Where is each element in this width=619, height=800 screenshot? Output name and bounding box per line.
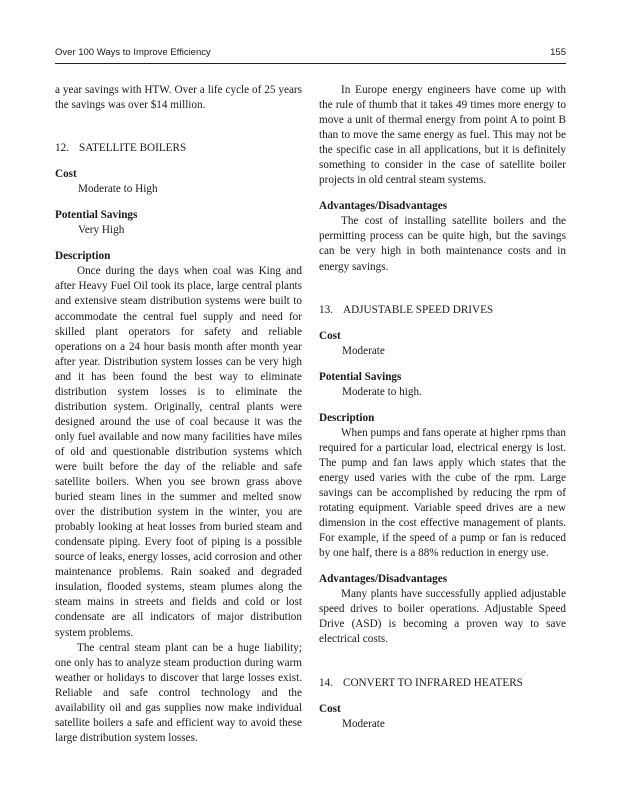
cost-value: Moderate: [342, 344, 385, 357]
potential-savings-value: Moderate to high.: [342, 385, 422, 398]
left-column: [55, 83, 302, 746]
advantages-label: Advantages/Disadvantages: [319, 200, 448, 213]
cost-value: Moderate: [342, 717, 385, 730]
section-title: CONVERT TO INFRARED HEATERS: [343, 676, 523, 689]
potential-savings-value: Very High: [78, 224, 125, 237]
section-12-heading: [55, 141, 302, 156]
cost-value: Moderate to High: [78, 183, 158, 196]
advantages-label: Advantages/Disadvantages: [319, 573, 448, 586]
cost-label: Cost: [319, 329, 341, 342]
section-number: 14.: [319, 676, 333, 689]
potential-savings-label: Potential Savings: [55, 209, 138, 222]
cost-label: Cost: [55, 168, 77, 181]
section-13-heading: [319, 303, 566, 318]
section-number: 13.: [319, 303, 333, 316]
intro-paragraph: a year savings with HTW. Over a life cycle of 25 years the savings was over $14 million.: [55, 84, 302, 112]
cost-label: Cost: [319, 702, 341, 715]
page-number: 155: [550, 47, 566, 58]
header-rule: [55, 63, 566, 64]
description-label: Description: [319, 411, 375, 424]
running-title: Over 100 Ways to Improve Efficiency: [55, 47, 211, 58]
section-title: ADJUSTABLE SPEED DRIVES: [343, 303, 494, 316]
right-column: [319, 83, 566, 732]
section-title: SATELLITE BOILERS: [79, 142, 187, 155]
section-14-heading: [319, 676, 566, 691]
description-label: Description: [55, 250, 111, 263]
advantages-paragraph: Many plants have successfully applied adjustable speed drives to boiler operations. Adjustable Speed Drive (ASD) is becoming a proven way to save electrical costs.: [319, 588, 566, 646]
description-paragraph-1: Once during the days when coal was King and after Heavy Fuel Oil took its place, large central plants and extensive steam distribution systems were built to accommodate the central fuel supply and need for skilled plant operators for safety and reliable operations on a 24 hour basis month after month year after year. Distribution system losses can be very high and it has been found the best way to eliminate distribution system losses is to eliminate the distribution system. Originally, central plants were designed around the use of coal because it was the only fuel available and now many facilities have miles of old and questionable distribution systems which were built before the day of the reliable and safe satellite boilers. When you see brown grass above buried steam lines in the summer and melted snow over the distribution system in the winter, you are probably looking at heat losses from buried steam and condensate piping. Every foot of piping is a possible source of leaks, energy losses, acid corrosion and other maintenance problems. Rain soaked and degraded insulation, flooded systems, steam plumes along the steam mains in streets and fields and cold or lost condensate are all indicators of major distribution system problems.: [55, 265, 302, 639]
section-number: 12.: [55, 142, 69, 155]
continuation-paragraph: In Europe energy engineers have come up with the rule of thumb that it takes 49 times more energy to move a unit of thermal energy from point A to point B than to move the same energy as fuel. This may not be the specific case in all applications, but it is definitely something to consider in the case of satellite boiler projects in old central steam systems.: [319, 84, 566, 187]
description-paragraph: When pumps and fans operate at higher rpms than required for a particular load, electrical energy is lost. The pump and fan laws apply which states that the energy used varies with the cube of the rpm. Large savings can be accomplished by reducing the rpm of rotating equipment. Variable speed drives are a new dimension in the cost effective management of plants. For example, if the speed of a pump or fan is reduced by one half, there is a 88% reduction in energy use.: [319, 426, 566, 560]
advantages-paragraph: The cost of installing satellite boilers and the permitting process can be quite high, but the savings can be very high in both maintenance costs and in energy savings.: [319, 215, 566, 273]
description-paragraph-2: The central steam plant can be a huge liability; one only has to analyze steam production during warm weather or holidays to discover that large losses exist. Reliable and safe control technology and the availability oil and gas supplies now make individual satellite boilers a safe and efficient way to avoid these large distribution system losses.: [55, 641, 302, 744]
potential-savings-label: Potential Savings: [319, 370, 402, 383]
